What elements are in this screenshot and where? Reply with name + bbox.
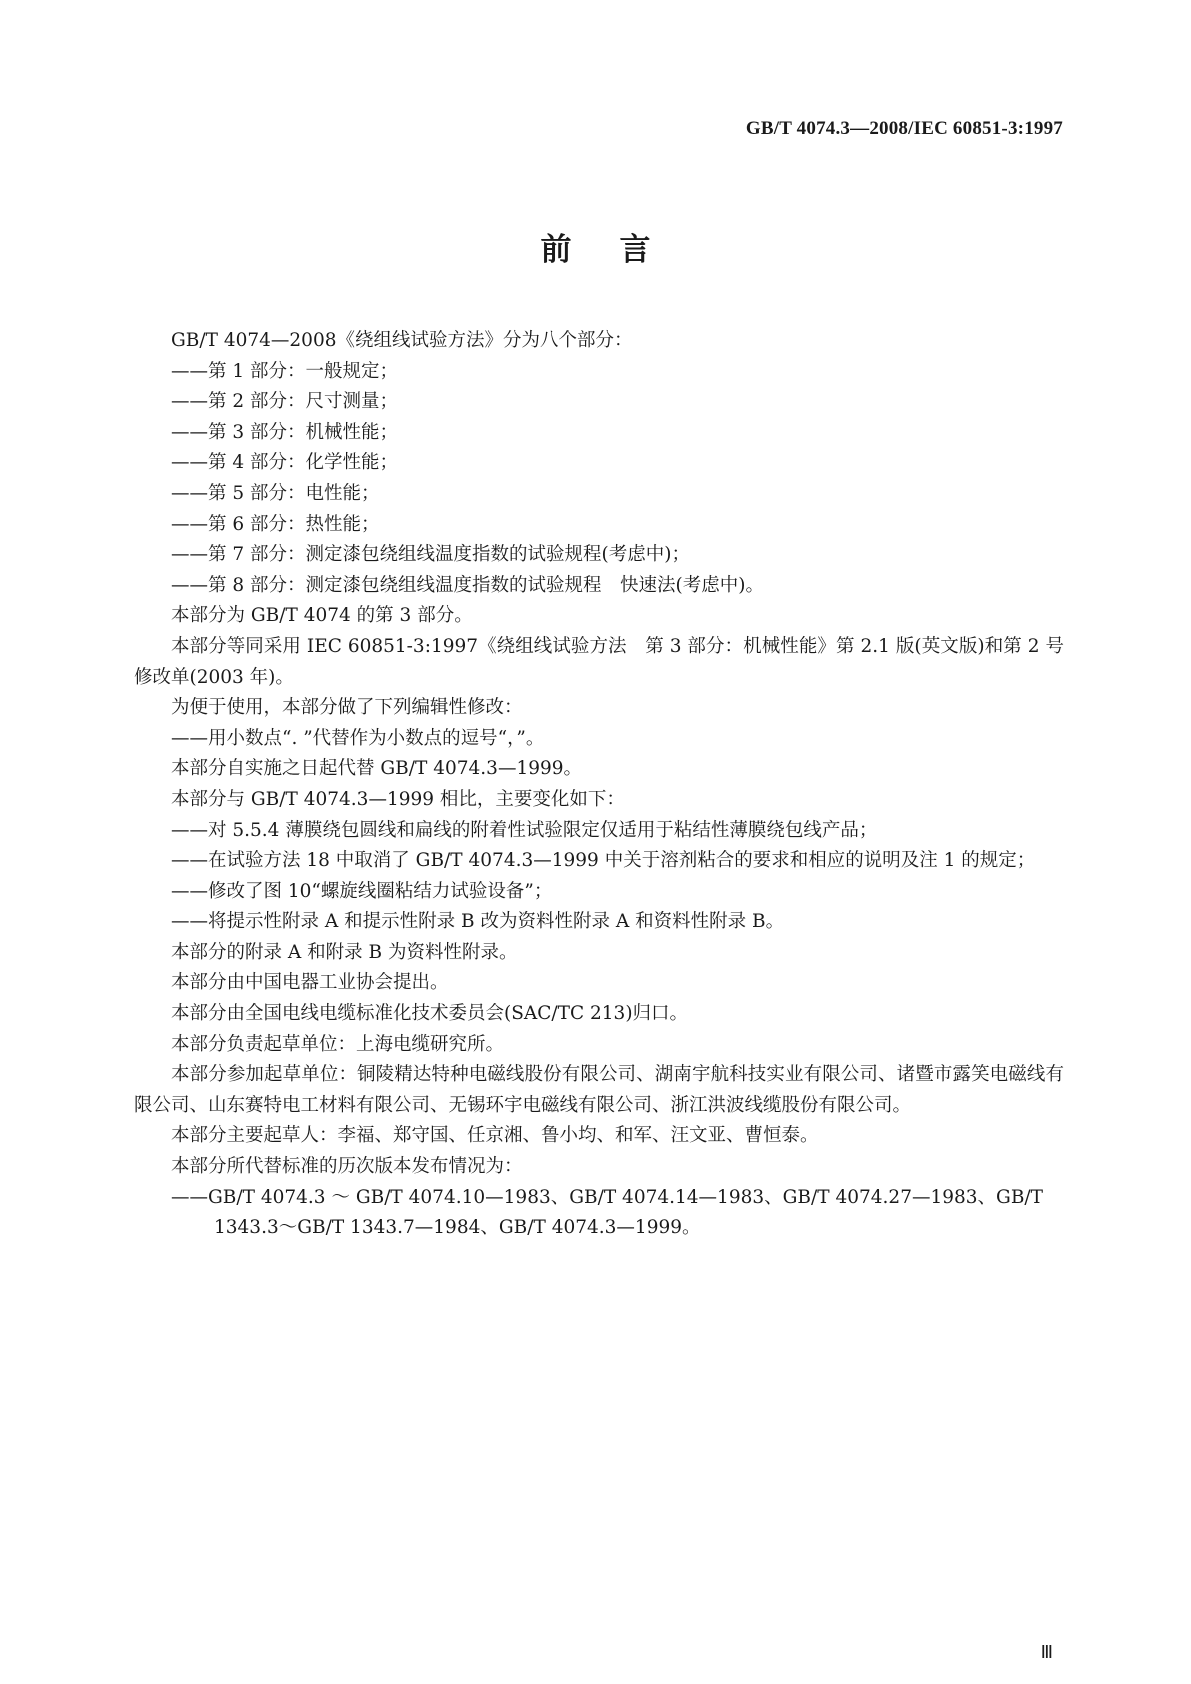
paragraph: 本部分为 GB/T 4074 的第 3 部分。 (171, 605, 473, 627)
standard-code-header: GB/T 4074.3—2008/IEC 60851-3:1997 (745, 118, 1063, 139)
list-item: ——第 6 部分：热性能； (171, 513, 380, 535)
paragraph: 本部分由中国电器工业协会提出。 (171, 972, 449, 994)
list-item: ——修改了图 10“螺旋线圈粘结力试验设备”； (171, 880, 553, 902)
page-title: 前言 (540, 232, 699, 268)
list-item: ——第 2 部分：尺寸测量； (171, 391, 399, 413)
paragraph: 本部分与 GB/T 4074.3—1999 相比，主要变化如下： (171, 788, 625, 810)
list-item: ——对 5.5.4 薄膜绕包圆线和扁线的附着性试验限定仅适用于粘结性薄膜绕包线产品； (171, 819, 878, 841)
paragraph: 本部分参加起草单位：铜陵精达特种电磁线股份有限公司、湖南宇航科技实业有限公司、诸暨市露笑电磁线有限公司、山东赛特电工材料有限公司、无锡环宇电磁线有限公司、浙江洪波线缆股份有限公司。 (134, 1064, 1064, 1116)
list-item: ——GB/T 4074.3 ～ GB/T 4074.10—1983、GB/T 4074.14—1983、GB/T 4074.27—1983、GB/T 1343.3～GB/T 1343.7—1984、GB/T 4074.3—1999。 (171, 1186, 1043, 1239)
paragraph: 本部分由全国电线电缆标准化技术委员会(SAC/TC 213)归口。 (171, 1003, 689, 1025)
page-number: Ⅲ (1040, 1642, 1053, 1662)
paragraph: 本部分所代替标准的历次版本发布情况为： (171, 1156, 523, 1178)
list-item: ——将提示性附录 A 和提示性附录 B 改为资料性附录 A 和资料性附录 B。 (171, 911, 785, 933)
paragraph: 本部分的附录 A 和附录 B 为资料性附录。 (171, 941, 518, 963)
list-item: ——第 8 部分：测定漆包绕组线温度指数的试验规程 快速法(考虑中)。 (171, 574, 764, 596)
paragraph: GB/T 4074—2008《绕组线试验方法》分为八个部分： (171, 330, 633, 351)
list-item: ——第 5 部分：电性能； (171, 482, 380, 504)
paragraph: 本部分主要起草人：李福、郑守国、任京湘、鲁小均、和军、汪文亚、曹恒泰。 (171, 1125, 819, 1147)
list-item: ——第 7 部分：测定漆包绕组线温度指数的试验规程(考虑中)； (171, 544, 690, 566)
list-item: ——第 1 部分：一般规定； (171, 360, 399, 382)
list-item: ——第 4 部分：化学性能； (171, 452, 399, 474)
paragraph: 本部分自实施之日起代替 GB/T 4074.3—1999。 (171, 758, 583, 780)
paragraph: 本部分等同采用 IEC 60851-3:1997《绕组线试验方法 第 3 部分：机械性能》第 2.1 版(英文版)和第 2 号修改单(2003 年)。 (134, 635, 1064, 688)
paragraph: 为便于使用，本部分做了下列编辑性修改： (171, 697, 523, 719)
paragraph: 本部分负责起草单位：上海电缆研究所。 (171, 1033, 505, 1055)
list-item: ——在试验方法 18 中取消了 GB/T 4074.3—1999 中关于溶剂粘合的要求和相应的说明及注 1 的规定； (171, 850, 1036, 872)
list-item: ——第 3 部分：机械性能； (171, 421, 399, 443)
list-item: ——用小数点“. ”代替作为小数点的逗号“，”。 (171, 727, 545, 749)
document-body (134, 326, 1064, 1244)
